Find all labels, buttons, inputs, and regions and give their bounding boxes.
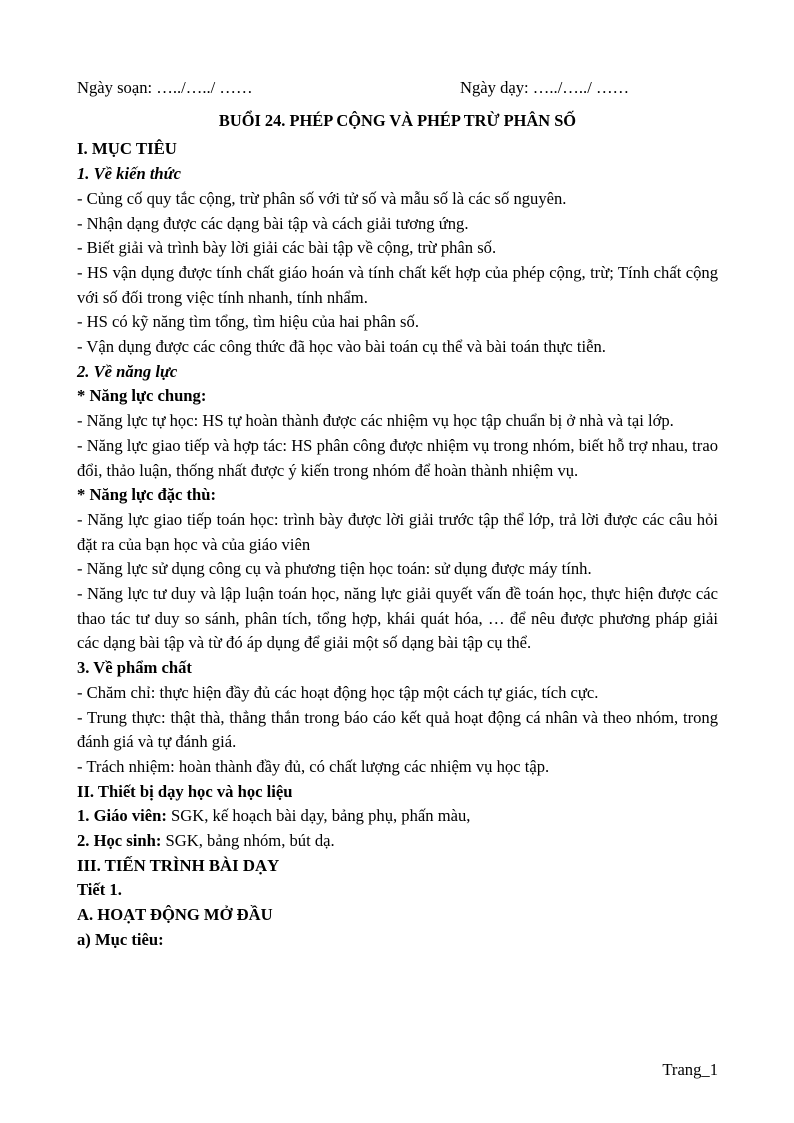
section-equipment-heading: II. Thiết bị dạy học và học liệu [77, 781, 293, 801]
quality-item: - Trung thực: thật thà, thẳng thắn trong báo cáo kết quả hoạt động cá nhân và theo nhóm, trong đánh giá và tự đánh giá. [77, 707, 718, 752]
page-number: Trang_1 [662, 1060, 718, 1079]
document-body [77, 76, 718, 953]
knowledge-item: - Nhận dạng được các dạng bài tập và cách giải tương ứng. [77, 213, 469, 233]
knowledge-item: - HS có kỹ năng tìm tổng, tìm hiệu của hai phân số. [77, 312, 419, 332]
objective-label: a) Mục tiêu: [77, 929, 164, 949]
prep-date: Ngày soạn: …../…../ …… [77, 78, 253, 97]
knowledge-item: - Củng cố quy tắc cộng, trừ phân số với tử số và mẫu số là các số nguyên. [77, 188, 567, 208]
general-competency-label: * Năng lực chung: [77, 386, 207, 406]
competency-heading: 2. Về năng lực [77, 361, 178, 381]
knowledge-heading: 1. Về kiến thức [77, 164, 181, 184]
activity-heading: A. HOẠT ĐỘNG MỞ ĐẦU [77, 905, 273, 925]
knowledge-item: - HS vận dụng được tính chất giáo hoán và tính chất kết hợp của phép cộng, trừ; Tính chất cộng với số đối trong việc tính nhanh, tính nhẩm. [77, 262, 718, 307]
date-row [77, 76, 718, 101]
specific-competency-item: - Năng lực tư duy và lập luận toán học, năng lực giải quyết vấn đề toán học, thực hiện được các thao tác tư duy so sánh, phân tích, tổng hợp, khái quát hóa, … để nêu được phương pháp giải các dạng bài tập và từ đó áp dụng để giải một số dạng bài tập cụ thể. [77, 584, 718, 653]
section-objectives-heading: I. MỤC TIÊU [77, 139, 177, 159]
quality-heading: 3. Về phẩm chất [77, 658, 192, 678]
lesson-title: BUỔI 24. PHÉP CỘNG VÀ PHÉP TRỪ PHÂN SỐ [218, 110, 577, 130]
teacher-label: 1. Giáo viên: [77, 806, 167, 826]
period-label: Tiết 1. [77, 880, 122, 900]
specific-competency-item: - Năng lực sử dụng công cụ và phương tiện học toán: sử dụng được máy tính. [77, 559, 592, 579]
teacher-equipment [77, 804, 718, 829]
student-label: 2. Học sinh: [77, 831, 162, 851]
general-competency-item: - Năng lực tự học: HS tự hoàn thành được các nhiệm vụ học tập chuẩn bị ở nhà và tại lớp. [77, 411, 674, 431]
specific-competency-item: - Năng lực giao tiếp toán học: trình bày được lời giải trước tập thể lớp, trả lời được các câu hỏi đặt ra của bạn học và của giáo viên [77, 509, 718, 554]
quality-item: - Chăm chỉ: thực hiện đầy đủ các hoạt động học tập một cách tự giác, tích cực. [77, 682, 599, 702]
quality-item: - Trách nhiệm: hoàn thành đầy đủ, có chất lượng các nhiệm vụ học tập. [77, 756, 550, 776]
student-equipment [77, 829, 718, 854]
section-process-heading: III. TIẾN TRÌNH BÀI DẠY [77, 855, 280, 875]
teach-date: Ngày dạy: …../…../ …… [460, 78, 630, 97]
knowledge-item: - Vận dụng được các công thức đã học vào bài toán cụ thể và bài toán thực tiễn. [77, 337, 606, 357]
teacher-text: SGK, kế hoạch bài dạy, bảng phụ, phấn màu, [166, 806, 471, 826]
student-text: SGK, bảng nhóm, bút dạ. [161, 831, 335, 851]
specific-competency-label: * Năng lực đặc thù: [77, 485, 217, 505]
knowledge-item: - Biết giải và trình bày lời giải các bài tập về cộng, trừ phân số. [77, 238, 497, 258]
general-competency-item: - Năng lực giao tiếp và hợp tác: HS phân công được nhiệm vụ trong nhóm, biết hỗ trợ nhau, trao đổi, thảo luận, thống nhất được ý kiến trong nhóm để hoàn thành nhiệm vụ. [77, 435, 718, 480]
